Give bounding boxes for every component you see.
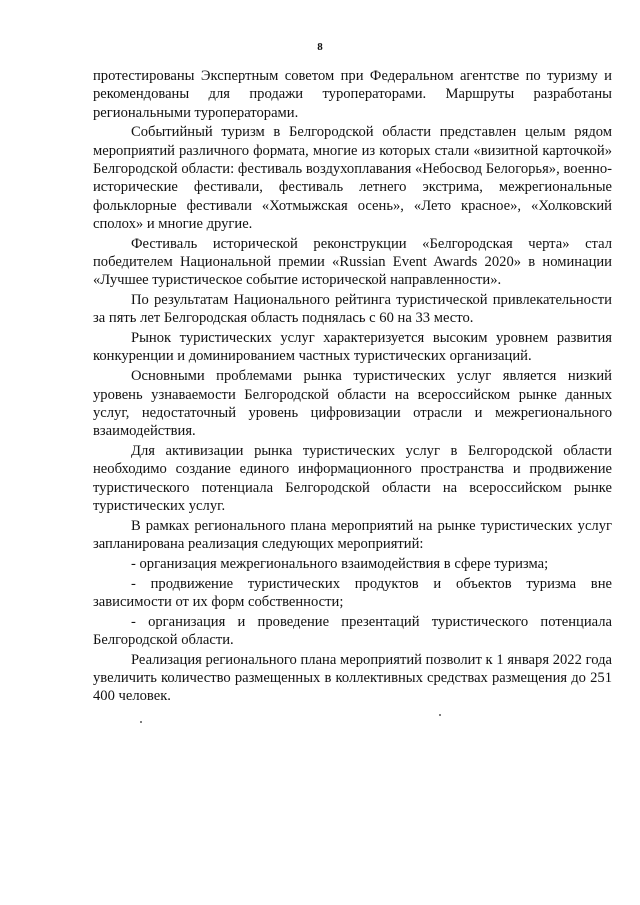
paragraph-rating: По результатам Национального рейтинга туристической привлекательности за пять лет Белгородская область поднялась с 60 на 33 место. — [93, 292, 612, 327]
list-item-interaction: - организация межрегионального взаимодействия в сфере туризма; — [131, 555, 549, 572]
paragraph-plan-result: Реализация регионального плана мероприятий позволит к 1 января 2022 года увеличить количество размещенных в коллективных средствах размещения до 251 400 человек. — [93, 651, 612, 705]
list-item-promotion: - продвижение туристических продуктов и объектов туризма вне зависимости от их форм собственности; — [93, 575, 612, 610]
page-number: 8 — [317, 41, 323, 53]
document-body — [93, 67, 612, 707]
scan-speck — [140, 721, 142, 723]
list-item-presentations: - организация и проведение презентаций туристического потенциала Белгородской области. — [93, 613, 612, 648]
paragraph-continuation: протестированы Экспертным советом при Федеральном агентстве по туризму и рекомендованы для продажи туроператорами. Маршруты разработаны региональными туроператорами. — [93, 68, 612, 121]
scan-speck — [439, 714, 441, 716]
paragraph-activation: Для активизации рынка туристических услуг в Белгородской области необходимо создание единого информационного пространства и продвижение туристического потенциала Белгородской области на всероссийском рынке туристических услуг. — [93, 442, 612, 514]
paragraph-main-problems: Основными проблемами рынка туристических услуг является низкий уровень узнаваемости Белгородской области на всероссийском рынке данных услуг, недостаточный уровень цифровизации отрасли и межрегионального взаимодействия. — [93, 368, 612, 440]
paragraph-plan-intro: В рамках регионального плана мероприятий на рынке туристических услуг запланирована реализация следующих мероприятий: — [93, 517, 612, 552]
paragraph-festival-award: Фестиваль исторической реконструкции «Белгородская черта» стал победителем Национальной премии «Russian Event Awards 2020» в номинации «Лучшее туристическое событие исторической направленности». — [93, 235, 612, 289]
paragraph-market-competition: Рынок туристических услуг характеризуется высоким уровнем развития конкуренции и доминированием частных туристических организаций. — [93, 330, 612, 365]
paragraph-event-tourism: Событийный туризм в Белгородской области представлен целым рядом мероприятий различного формата, многие из которых стали «визитной карточкой» Белгородской области: фестиваль воздухоплавания «Небосвод Белогорья», военно-исторические фестивали, фестиваль летнего экстрима, межрегиональные фольклорные фестивали «Хотмыжская осень», «Лето красное», «Холковский сполох» и многие другие. — [93, 124, 612, 232]
